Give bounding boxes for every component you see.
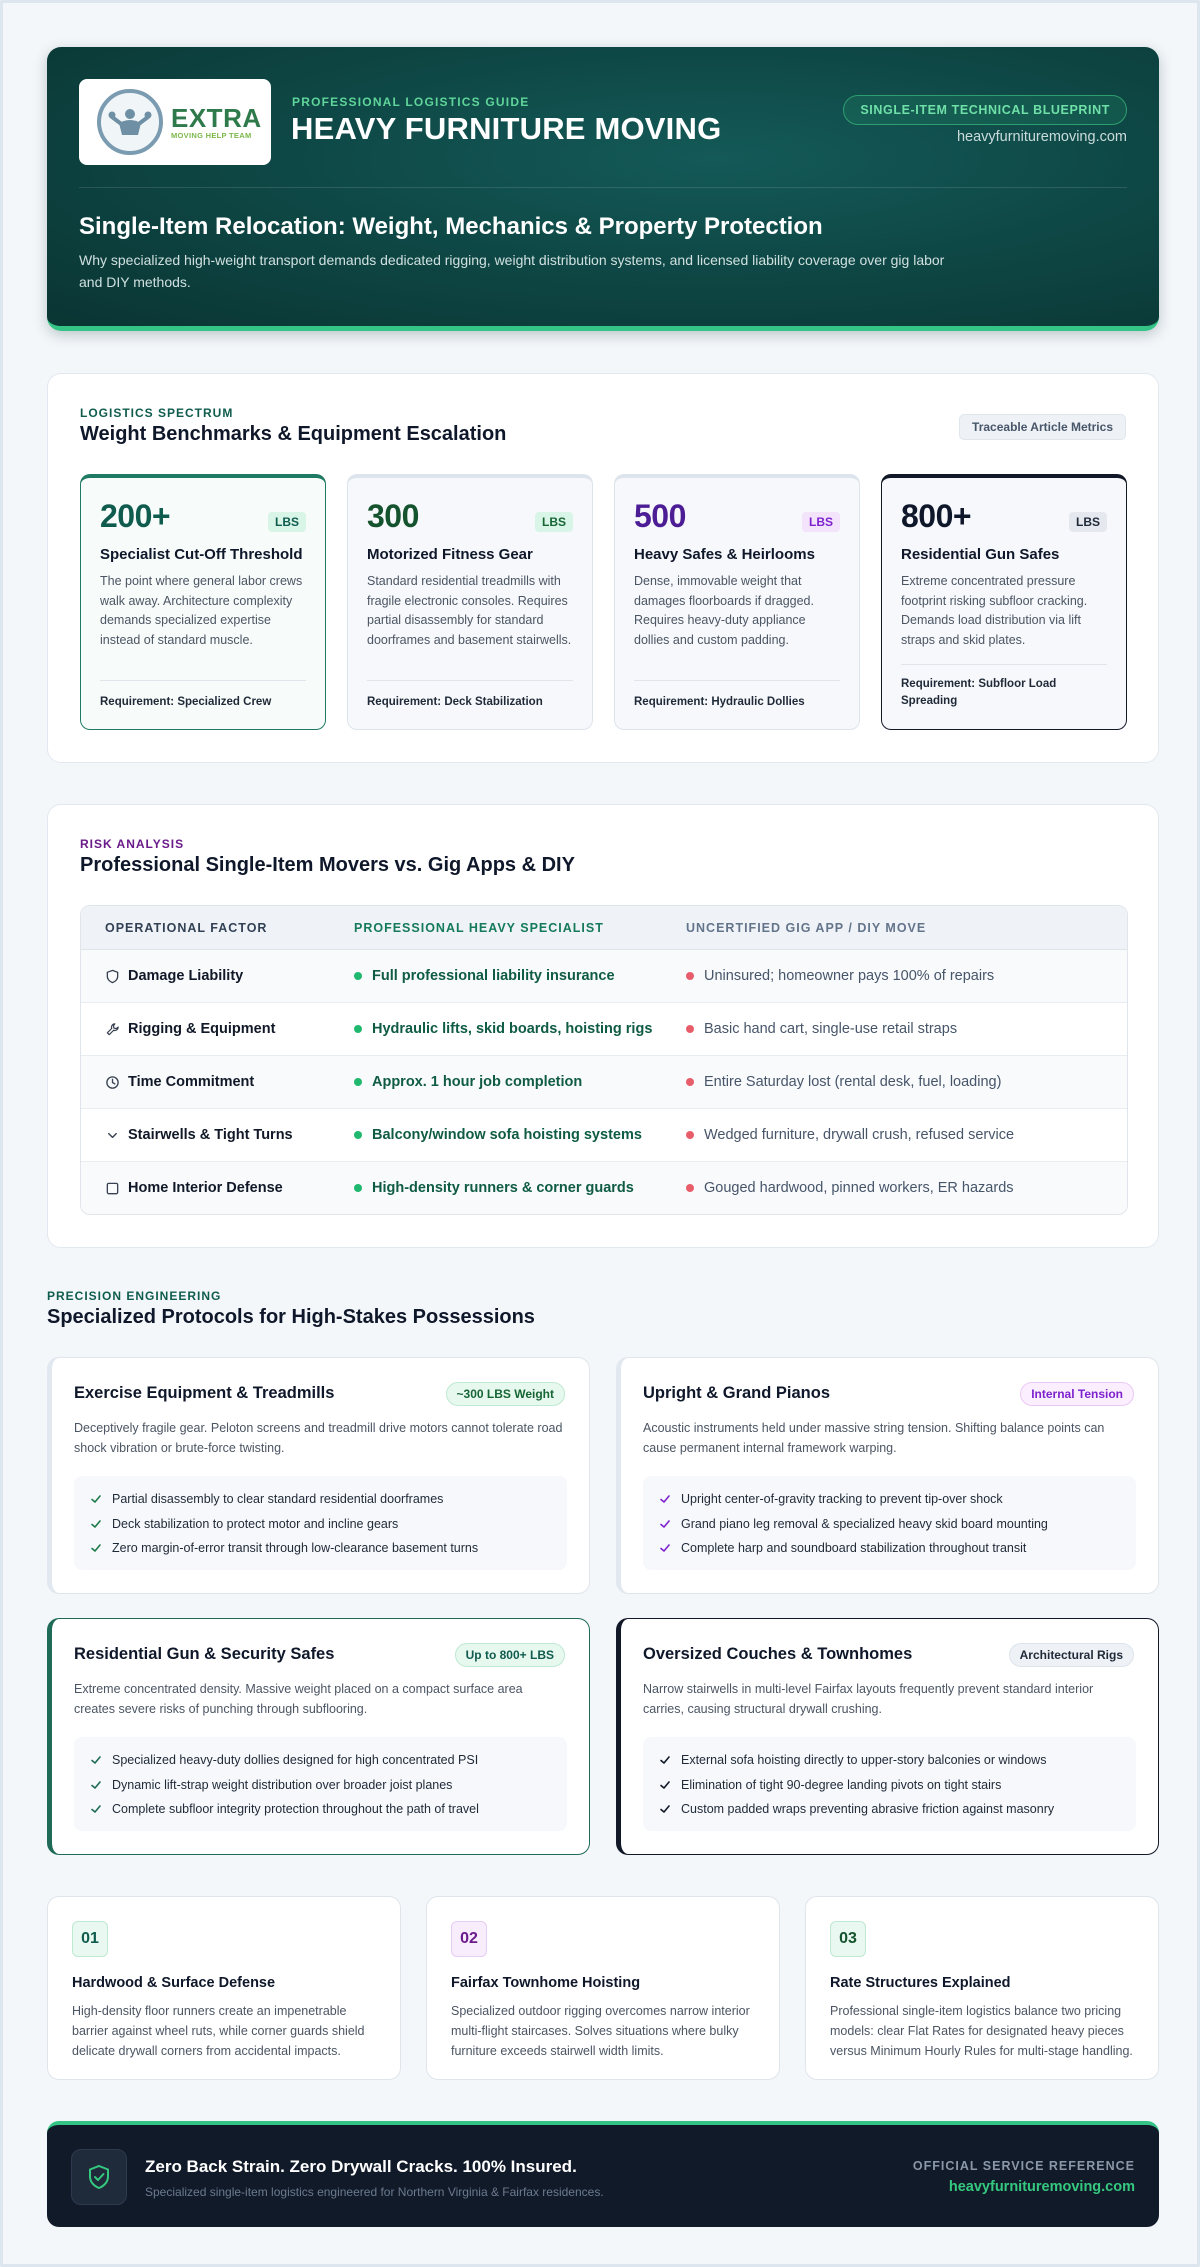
protocol-description: Narrow stairwells in multi-level Fairfax layouts frequently prevent standard interior carries, causing structural drywall crushing. [643,1682,1094,1716]
square-icon [105,1181,120,1196]
shield-icon [105,969,120,984]
column-header-professional: PROFESSIONAL HEAVY SPECIALIST [354,921,604,935]
list-item-text: Deck stabilization to protect motor and incline gears [112,1516,399,1531]
metric-card-800 [881,474,1127,730]
professional-value: Balcony/window sofa hoisting systems [372,1127,642,1143]
page-description: Why specialized high-weight transport demands dedicated rigging, weight distribution systems, and licensed liability coverage over gig labor and DIY methods. [79,252,945,290]
factor-label: Stairwells & Tight Turns [128,1127,293,1143]
hero-kicker: PROFESSIONAL LOGISTICS GUIDE [292,95,530,109]
metric-unit-badge: LBS [535,512,573,532]
footer-subtitle: Specialized single-item logistics engineered for Northern Virginia & Fairfax residences. [145,2185,604,2199]
metric-description: The point where general labor crews walk away. Architecture complexity demands specialized expertise instead of standard muscle. [100,574,303,647]
section-title: Professional Single-Item Movers vs. Gig Apps & DIY [80,854,575,876]
green-dot-icon [354,1025,362,1033]
table-row [81,1162,1127,1215]
protocol-card-pianos [616,1357,1159,1594]
risk-analysis-section [47,804,1159,1248]
list-item-text: Complete subfloor integrity protection throughout the path of travel [112,1802,479,1817]
logo-wordmark: EXTRA [171,102,262,133]
list-item-text: External sofa hoisting directly to upper-story balconies or windows [681,1753,1047,1768]
protocol-card-couches [616,1618,1159,1855]
protocol-card-safes [47,1618,590,1855]
red-dot-icon [686,1184,694,1192]
protocol-checklist [74,1737,567,1831]
check-icon [90,1542,102,1554]
green-dot-icon [354,1131,362,1139]
protocol-badge: Internal Tension [1020,1382,1134,1406]
list-item-text: Elimination of tight 90-degree landing pivots on tight stairs [681,1777,1002,1792]
professional-value: Hydraulic lifts, skid boards, hoisting rigs [372,1021,653,1037]
protocol-title: Exercise Equipment & Treadmills [74,1384,335,1402]
list-item-text: Zero margin-of-error transit through low-clearance basement turns [112,1541,479,1556]
info-card-hardwood [47,1896,401,2080]
list-item [90,1797,567,1822]
metric-requirement: Requirement: Deck Stabilization [367,696,543,708]
hero-url-link[interactable]: heavyfurnituremoving.com [956,129,1127,145]
footer-banner [47,2121,1159,2227]
brand-logo[interactable] [79,79,271,165]
check-icon [659,1518,671,1530]
red-dot-icon [686,1025,694,1033]
step-description: Specialized outdoor rigging overcomes narrow interior multi-flight staircases. Solves situations where bulky furniture exceeds stairwell width limits. [451,2004,750,2058]
check-icon [659,1803,671,1815]
section-kicker: PRECISION ENGINEERING [47,1289,222,1303]
metric-description: Dense, immovable weight that damages floorboards if dragged. Requires heavy-duty appliance dollies and custom padding. [634,574,814,647]
diy-value: Gouged hardwood, pinned workers, ER hazards [704,1180,1014,1196]
diy-value: Basic hand cart, single-use retail straps [704,1021,958,1037]
green-dot-icon [354,972,362,980]
check-icon [659,1493,671,1505]
section-kicker: LOGISTICS SPECTRUM [80,406,234,420]
protocol-checklist [643,1476,1136,1570]
list-item [90,1512,567,1537]
table-row [81,1003,1127,1056]
check-icon [90,1493,102,1505]
check-icon [659,1779,671,1791]
step-title: Hardwood & Surface Defense [72,1975,276,1991]
step-description: Professional single-item logistics balance two pricing models: clear Flat Rates for designated heavy pieces versus Minimum Hourly Rules for multi-stage handling. [830,2004,1133,2058]
step-title: Fairfax Townhome Hoisting [451,1975,641,1991]
metric-divider [100,680,306,681]
list-item [659,1512,1136,1537]
green-dot-icon [354,1078,362,1086]
info-card-hoisting [426,1896,780,2080]
list-item-text: Dynamic lift-strap weight distribution over broader joist planes [112,1777,453,1792]
list-item [659,1797,1136,1822]
footer-url-link[interactable]: heavyfurnituremoving.com [948,2179,1135,2195]
metric-description: Standard residential treadmills with fragile electronic consoles. Requires partial disassembly for standard doorframes and basement stairwells. [367,574,572,647]
protocol-card-exercise [47,1357,590,1594]
protocol-badge: Architectural Rigs [1009,1643,1134,1667]
protocol-badge: Up to 800+ LBS [455,1643,565,1667]
section-title: Specialized Protocols for High-Stakes Possessions [47,1306,535,1328]
list-item [90,1536,567,1561]
content-wrapper [47,47,1159,2199]
mover-logo-icon [97,89,163,155]
list-item-text: Grand piano leg removal & specialized heavy skid board mounting [681,1516,1048,1531]
protocol-checklist [643,1737,1136,1831]
step-number-badge: 03 [830,1921,866,1957]
list-item [90,1487,567,1512]
protocol-checklist [74,1476,567,1570]
check-icon [90,1754,102,1766]
professional-value: Approx. 1 hour job completion [372,1074,583,1090]
hero-brand-title: HEAVY FURNITURE MOVING [291,111,722,146]
step-description: High-density floor runners create an impenetrable barrier against wheel ruts, while corner guards shield delicate drywall corners from accidental impacts. [72,2004,365,2058]
metric-card-200 [80,474,326,730]
check-icon [90,1518,102,1530]
list-item [659,1748,1136,1773]
list-item-text: Complete harp and soundboard stabilization throughout transit [681,1541,1027,1556]
protocol-description: Deceptively fragile gear. Peloton screens and treadmill drive motors cannot tolerate road shock vibration or brute-force twisting. [74,1421,563,1455]
check-icon [90,1803,102,1815]
step-title: Rate Structures Explained [830,1975,1011,1991]
step-number-badge: 01 [72,1921,108,1957]
metric-unit-badge: LBS [268,512,306,532]
metric-divider [367,680,573,681]
protocol-title: Oversized Couches & Townhomes [643,1645,913,1663]
shield-check-icon [71,2149,127,2205]
metric-requirement: Requirement: Subfloor Load Spreading [901,678,1057,707]
metric-requirement: Requirement: Specialized Crew [100,696,272,708]
step-number-badge: 02 [451,1921,487,1957]
red-dot-icon [686,972,694,980]
page-title: Single-Item Relocation: Weight, Mechanics & Property Protection [79,213,823,240]
list-item-text: Partial disassembly to clear standard residential doorframes [112,1492,444,1507]
check-icon [659,1542,671,1554]
list-item [659,1487,1136,1512]
protocol-description: Acoustic instruments held under massive string tension. Shifting balance points can cause permanent internal framework warping. [643,1421,1105,1455]
list-item-text: Upright center-of-gravity tracking to prevent tip-over shock [681,1492,1003,1507]
green-dot-icon [354,1184,362,1192]
factor-label: Damage Liability [128,968,244,984]
list-item-text: Specialized heavy-duty dollies designed for high concentrated PSI [112,1753,479,1768]
footer-title: Zero Back Strain. Zero Drywall Cracks. 100% Insured. [145,2157,577,2176]
metric-divider [901,664,1107,665]
check-icon [90,1779,102,1791]
column-header-diy: UNCERTIFIED GIG APP / DIY MOVE [686,921,927,935]
protocol-title: Residential Gun & Security Safes [74,1645,335,1663]
list-item [90,1773,567,1798]
metric-title: Motorized Fitness Gear [367,546,533,563]
hero-divider [79,187,1127,188]
column-header-factor: OPERATIONAL FACTOR [105,921,268,935]
factor-label: Time Commitment [128,1074,255,1090]
footer-reference-label: OFFICIAL SERVICE REFERENCE [912,2159,1135,2173]
metric-unit-badge: LBS [802,512,840,532]
metric-value: 800+ [901,498,972,534]
metric-value: 300 [367,498,419,534]
professional-value: High-density runners & corner guards [372,1180,634,1196]
wrench-icon [105,1022,120,1037]
red-dot-icon [686,1131,694,1139]
professional-value: Full professional liability insurance [372,968,615,984]
metric-unit-badge: LBS [1069,512,1107,532]
clock-icon [105,1075,120,1090]
info-card-rates [805,1896,1159,2080]
logo-tagline: MOVING HELP TEAM [171,130,252,140]
traceable-metrics-badge: Traceable Article Metrics [959,414,1126,440]
factor-label: Rigging & Equipment [128,1021,276,1037]
chevron-down-icon [105,1128,120,1143]
protocol-badge: ~300 LBS Weight [446,1382,565,1406]
section-kicker: RISK ANALYSIS [80,837,185,851]
metric-value: 200+ [100,498,171,534]
metric-card-500 [614,474,860,730]
diy-value: Uninsured; homeowner pays 100% of repairs [704,968,995,984]
metric-title: Specialist Cut-Off Threshold [100,546,303,563]
metric-card-300 [347,474,593,730]
list-item [659,1536,1136,1561]
protocol-title: Upright & Grand Pianos [643,1384,831,1402]
weight-benchmarks-section [47,373,1159,763]
table-row [81,1056,1127,1109]
list-item [90,1748,567,1773]
metric-title: Heavy Safes & Heirlooms [634,546,815,563]
protocol-description: Extreme concentrated density. Massive weight placed on a compact surface area creates severe risks of punching through subflooring. [74,1682,523,1716]
blueprint-badge: SINGLE-ITEM TECHNICAL BLUEPRINT [843,95,1127,125]
table-header [81,906,1127,950]
metric-value: 500 [634,498,686,534]
metric-description: Extreme concentrated pressure footprint risking subfloor cracking. Demands load distribution via lift straps and skid plates. [901,574,1088,647]
metric-divider [634,680,840,681]
comparison-table [80,905,1128,1215]
table-row [81,1109,1127,1162]
list-item-text: Custom padded wraps preventing abrasive friction against masonry [681,1802,1055,1817]
table-row [81,950,1127,1003]
diy-value: Wedged furniture, drywall crush, refused service [704,1127,1015,1143]
check-icon [659,1754,671,1766]
section-title: Weight Benchmarks & Equipment Escalation [80,423,507,445]
factor-label: Home Interior Defense [128,1180,283,1196]
diy-value: Entire Saturday lost (rental desk, fuel, loading) [704,1074,1002,1090]
metric-title: Residential Gun Safes [901,546,1060,563]
hero-banner [47,47,1159,331]
red-dot-icon [686,1078,694,1086]
list-item [659,1773,1136,1798]
metric-requirement: Requirement: Hydraulic Dollies [634,696,805,708]
